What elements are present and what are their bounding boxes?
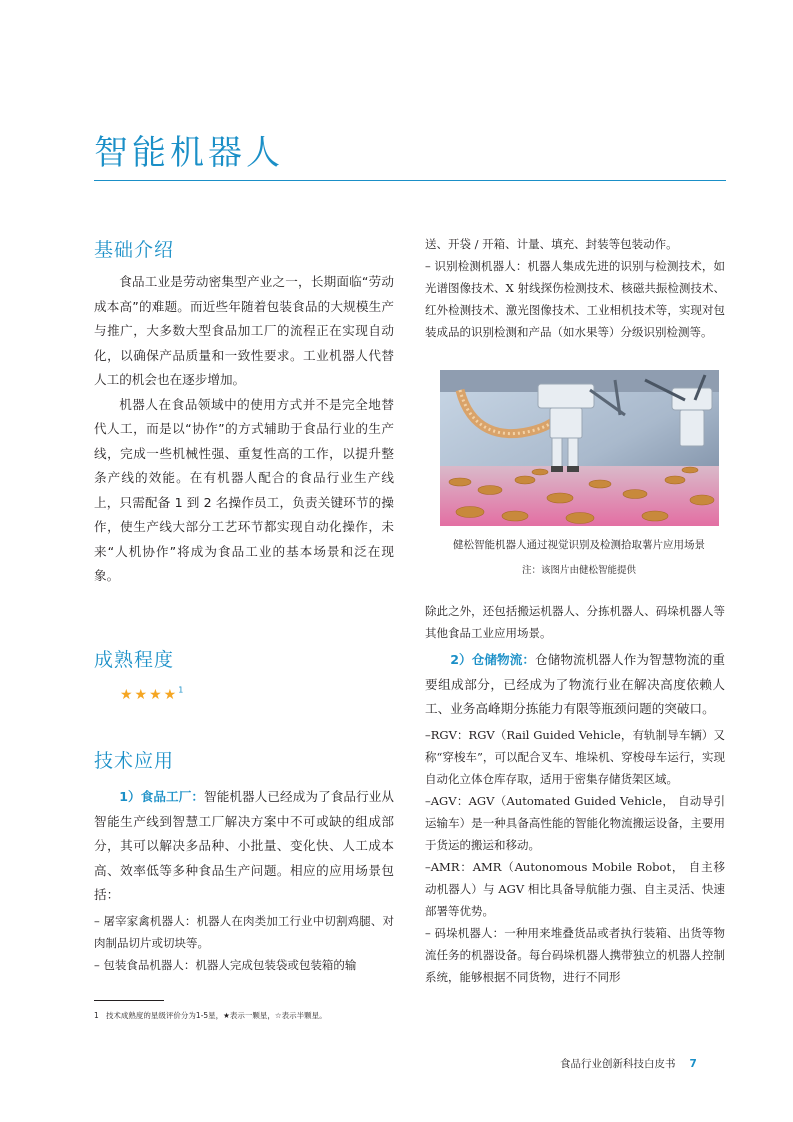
list-item-inspection: – 识别检测机器人：机器人集成先进的识别与检测技术，如光谱图像技术、X 射线探伤检测技术、核磁共振检测技术、红外检测技术、激光图像技术、工业相机技术等，实现对包装成品的识别检测和产品（如水果等）分级识别检测等。 [425,259,725,339]
page-title: 智能机器人 [94,133,284,173]
factory-paragraph [94,785,394,908]
warehouse-lead: 2）仓储物流： [450,652,536,667]
list-item-slaughter: – 屠宰家禽机器人：机器人在肉类加工行业中切割鸡腿、对肉制品切片或切块等。 [94,914,394,950]
basics-paragraph-1: 食品工业是劳动密集型产业之一，长期面临“劳动成本高”的难题。而近些年随着包装食品的大规模生产与推广，大多数大型食品加工厂的流程正在实现自动化，以确保产品质量和一致性要求。工业机器人代替人工的机会也在逐步增加。 [94,274,394,387]
maturity-heading-text: 成熟程度 [94,649,175,671]
list-item-palletizing: – 码垛机器人：一种用来堆叠货品或者执行装箱、出货等物流任务的机器设备。每台码垛机器人携带独立的机器人控制系统，能够根据不同货物，进行不同形 [425,926,725,984]
warehouse-text: 仓储物流机器人作为智慧物流的重要组成部分，已经成为了物流行业在解决高度依赖人工、业务高峰期分拣能力有限等瓶颈问题的突破口。 [425,652,726,716]
list-item-rgv: –RGV：RGV（Rail Guided Vehicle，有轨制导车辆）又称“穿梭车”，可以配合叉车、堆垛机、穿梭母车运行，实现自动化立体仓库存取，适用于密集存储货架区域。 [425,728,725,786]
footnote [94,1010,327,1021]
list-item-packaging-end: 送、开袋 / 开箱、计量、填充、封装等包装动作。 [425,237,678,251]
star-rating-icon: ★★★★ [120,687,179,703]
section-heading-tech: 技术应用 [94,750,175,772]
section-heading-maturity [94,645,174,672]
robot-photo-illustration [440,370,719,526]
basics-paragraph-2: 机器人在食品领域中的使用方式并不是完全地替代人工，而是以“协作”的方式辅助于食品行业的生产线，完成一些机械性强、重复性高的工作，以提升整条产线的效能。在有机器人配合的食品行业生产线上，只需配备 1 到 2 名操作员工，负责关键环节的操作，使生产线大部分工艺环节都实现自动化操作，未来“人机协作”将成为食品工业的基本场景和泛在现象。 [94,396,394,583]
factory-text: 智能机器人已经成为了食品行业从智能生产线到智慧工厂解决方案中不可或缺的组成部分，其可以解决多品种、小批量、变化快、人工成本高、效率低等多种食品生产问题。相应的应用场景包括： [94,789,395,902]
other-scenarios [425,600,725,644]
page-footer [560,1056,697,1071]
footnote-mark: 1 [178,685,184,695]
title-divider [94,180,726,181]
right-top-items [425,233,725,343]
list-item-packaging-start: – 包装食品机器人：机器人完成包装袋或包装箱的输 [94,958,357,972]
warehouse-paragraph [425,648,725,722]
section-heading-basics: 基础介绍 [94,239,175,261]
figure-note: 注：该图片由健松智能提供 [521,565,636,576]
footnote-number: 1 [94,1011,99,1020]
robot-photo [440,370,719,526]
figure-caption: 健松智能机器人通过视觉识别及检测拾取薯片应用场景 [453,539,705,551]
other-scenarios-text: 除此之外，还包括搬运机器人、分拣机器人、码垛机器人等其他食品工业应用场景。 [425,604,725,640]
list-item-agv: –AGV：AGV（Automated Guided Vehicle， 自动导引运输车）是一种具备高性能的智能化物流搬运设备，主要用于货运的搬运和移动。 [425,794,725,852]
footnote-divider [94,1000,164,1001]
warehouse-items [425,724,725,988]
factory-items [94,910,394,976]
footnote-text: 技术成熟度的星级评价分为1-5星，★表示一颗星，☆表示半颗星。 [105,1011,327,1020]
basics-body [94,270,394,589]
list-item-amr: –AMR：AMR（Autonomous Mobile Robot， 自主移动机器人）与 AGV 相比具备导航能力强、自主灵活、快速部署等优势。 [425,860,725,918]
factory-lead: 1）食品工厂： [119,789,205,804]
maturity-rating [120,684,183,703]
footer-title: 食品行业创新科技白皮书 [560,1058,676,1070]
page-number: 7 [689,1058,697,1070]
